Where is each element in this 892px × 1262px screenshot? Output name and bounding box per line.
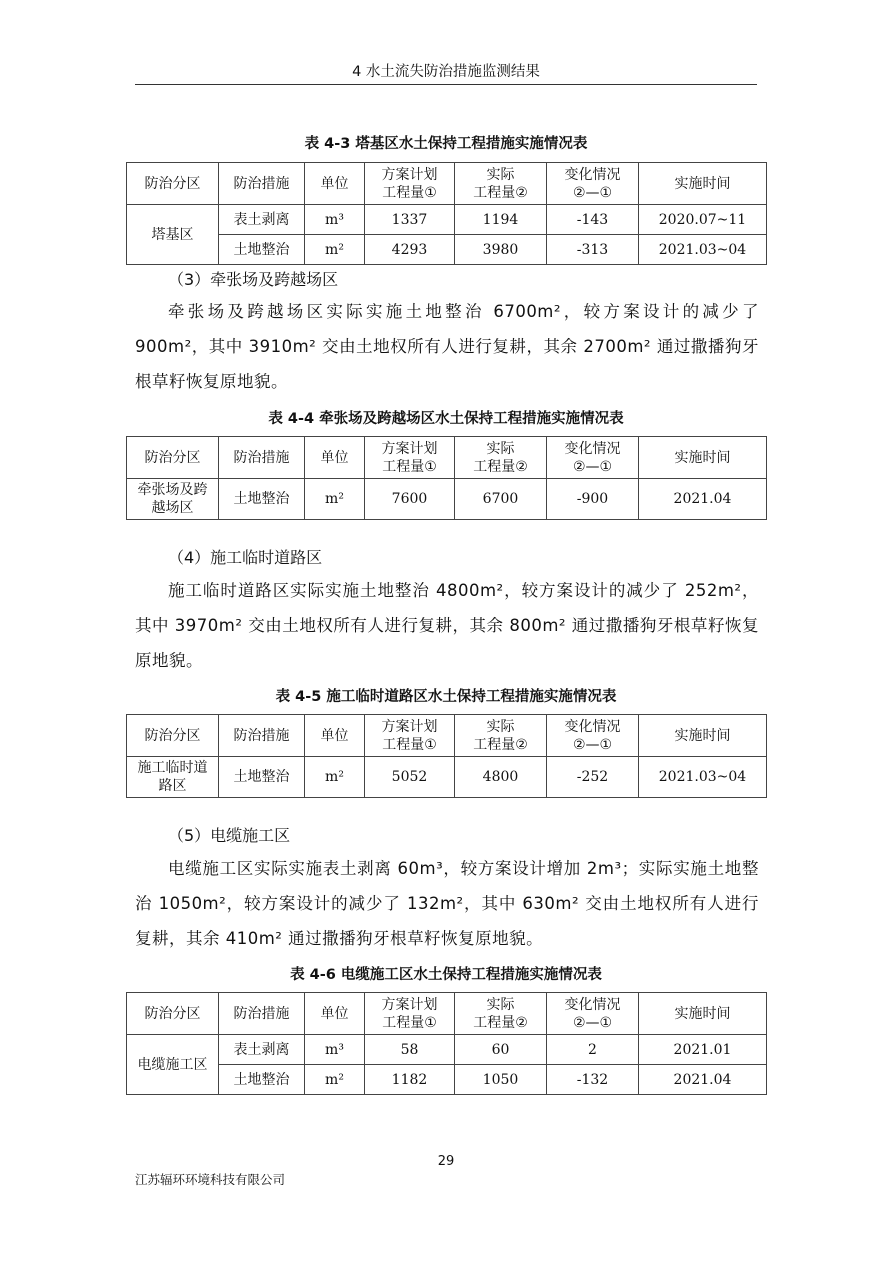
table-4-3 bbox=[126, 162, 767, 265]
col-actual: 实际 工程量② bbox=[455, 163, 547, 205]
col-unit: 单位 bbox=[305, 715, 365, 757]
col-measure: 防治措施 bbox=[219, 715, 305, 757]
table-row bbox=[127, 235, 767, 265]
table-4-4-caption: 表 4-4 牵张场及跨越场区水土保持工程措施实施情况表 bbox=[268, 411, 624, 427]
col-actual: 实际 工程量② bbox=[455, 993, 547, 1035]
col-time: 实施时间 bbox=[639, 163, 767, 205]
zone-cell: 牵张场及跨 越场区 bbox=[127, 479, 219, 520]
actual-cell: 1050 bbox=[455, 1065, 547, 1095]
plan-cell: 1182 bbox=[365, 1065, 455, 1095]
col-zone: 防治分区 bbox=[127, 437, 219, 479]
change-cell: -313 bbox=[547, 235, 639, 265]
actual-cell: 1194 bbox=[455, 205, 547, 235]
unit-cell: m³ bbox=[305, 205, 365, 235]
change-cell: -900 bbox=[547, 479, 639, 520]
change-cell: -143 bbox=[547, 205, 639, 235]
col-plan: 方案计划 工程量① bbox=[365, 163, 455, 205]
measure-cell: 表土剥离 bbox=[219, 1035, 305, 1065]
col-unit: 单位 bbox=[305, 993, 365, 1035]
col-unit: 单位 bbox=[305, 437, 365, 479]
section-5-heading: （5）电缆施工区 bbox=[168, 826, 291, 845]
footer-company: 江苏辐环环境科技有限公司 bbox=[135, 1172, 286, 1187]
change-cell: -252 bbox=[547, 757, 639, 798]
time-cell: 2021.04 bbox=[639, 479, 767, 520]
table-4-6 bbox=[126, 992, 767, 1095]
col-measure: 防治措施 bbox=[219, 163, 305, 205]
col-zone: 防治分区 bbox=[127, 715, 219, 757]
unit-cell: m² bbox=[305, 757, 365, 798]
table-4-5-caption: 表 4-5 施工临时道路区水土保持工程措施实施情况表 bbox=[275, 689, 617, 705]
table-row bbox=[127, 757, 767, 798]
time-cell: 2021.04 bbox=[639, 1065, 767, 1095]
plan-cell: 5052 bbox=[365, 757, 455, 798]
table-row bbox=[127, 1035, 767, 1065]
zone-cell: 塔基区 bbox=[127, 205, 219, 265]
time-cell: 2021.03~04 bbox=[639, 757, 767, 798]
measure-cell: 表土剥离 bbox=[219, 205, 305, 235]
plan-cell: 1337 bbox=[365, 205, 455, 235]
plan-cell: 4293 bbox=[365, 235, 455, 265]
col-measure: 防治措施 bbox=[219, 437, 305, 479]
col-change: 变化情况 ②—① bbox=[547, 437, 639, 479]
page-number: 29 bbox=[437, 1154, 455, 1169]
running-header: 4 水土流失防治措施监测结果 bbox=[135, 60, 757, 85]
table-4-5 bbox=[126, 714, 767, 798]
section-3-heading: （3）牵张场及跨越场区 bbox=[168, 270, 339, 289]
col-plan: 方案计划 工程量① bbox=[365, 715, 455, 757]
table-row bbox=[127, 479, 767, 520]
col-plan: 方案计划 工程量① bbox=[365, 437, 455, 479]
measure-cell: 土地整治 bbox=[219, 757, 305, 798]
table-4-3-caption: 表 4-3 塔基区水土保持工程措施实施情况表 bbox=[304, 136, 588, 152]
section-5-paragraph: 电缆施工区实际实施表土剥离 60m³，较方案设计增加 2m³；实际实施土地整治 1050m²，较方案设计的减少了 132m²，其中 630m² 交由土地权所有人进行复耕，其余 410m² 通过撒播狗牙根草籽恢复原地貌。 bbox=[135, 859, 759, 948]
table-row bbox=[127, 205, 767, 235]
actual-cell: 6700 bbox=[455, 479, 547, 520]
table-header-row bbox=[127, 993, 767, 1035]
col-unit: 单位 bbox=[305, 163, 365, 205]
actual-cell: 4800 bbox=[455, 757, 547, 798]
col-actual: 实际 工程量② bbox=[455, 715, 547, 757]
table-header-row bbox=[127, 437, 767, 479]
col-change: 变化情况 ②—① bbox=[547, 163, 639, 205]
col-zone: 防治分区 bbox=[127, 163, 219, 205]
change-cell: -132 bbox=[547, 1065, 639, 1095]
unit-cell: m² bbox=[305, 479, 365, 520]
unit-cell: m³ bbox=[305, 1035, 365, 1065]
measure-cell: 土地整治 bbox=[219, 235, 305, 265]
actual-cell: 60 bbox=[455, 1035, 547, 1065]
plan-cell: 58 bbox=[365, 1035, 455, 1065]
plan-cell: 7600 bbox=[365, 479, 455, 520]
table-header-row bbox=[127, 715, 767, 757]
actual-cell: 3980 bbox=[455, 235, 547, 265]
table-row bbox=[127, 1065, 767, 1095]
col-time: 实施时间 bbox=[639, 437, 767, 479]
col-change: 变化情况 ②—① bbox=[547, 715, 639, 757]
table-4-6-caption: 表 4-6 电缆施工区水土保持工程措施实施情况表 bbox=[290, 967, 602, 983]
col-time: 实施时间 bbox=[639, 993, 767, 1035]
col-actual: 实际 工程量② bbox=[455, 437, 547, 479]
section-3-paragraph: 牵张场及跨越场区实际实施土地整治 6700m²，较方案设计的减少了 900m²，其中 3910m² 交由土地权所有人进行复耕，其余 2700m² 通过撒播狗牙根草籽恢复原地貌。 bbox=[135, 302, 759, 391]
col-measure: 防治措施 bbox=[219, 993, 305, 1035]
zone-cell: 施工临时道 路区 bbox=[127, 757, 219, 798]
measure-cell: 土地整治 bbox=[219, 479, 305, 520]
time-cell: 2020.07~11 bbox=[639, 205, 767, 235]
time-cell: 2021.01 bbox=[639, 1035, 767, 1065]
measure-cell: 土地整治 bbox=[219, 1065, 305, 1095]
table-4-4 bbox=[126, 436, 767, 520]
col-time: 实施时间 bbox=[639, 715, 767, 757]
change-cell: 2 bbox=[547, 1035, 639, 1065]
col-plan: 方案计划 工程量① bbox=[365, 993, 455, 1035]
unit-cell: m² bbox=[305, 1065, 365, 1095]
section-4-heading: （4）施工临时道路区 bbox=[168, 548, 323, 567]
section-4-paragraph: 施工临时道路区实际实施土地整治 4800m²，较方案设计的减少了 252m²，其中 3970m² 交由土地权所有人进行复耕，其余 800m² 通过撒播狗牙根草籽恢复原地貌。 bbox=[135, 581, 759, 670]
unit-cell: m² bbox=[305, 235, 365, 265]
col-zone: 防治分区 bbox=[127, 993, 219, 1035]
col-change: 变化情况 ②—① bbox=[547, 993, 639, 1035]
time-cell: 2021.03~04 bbox=[639, 235, 767, 265]
table-header-row bbox=[127, 163, 767, 205]
zone-cell: 电缆施工区 bbox=[127, 1035, 219, 1095]
